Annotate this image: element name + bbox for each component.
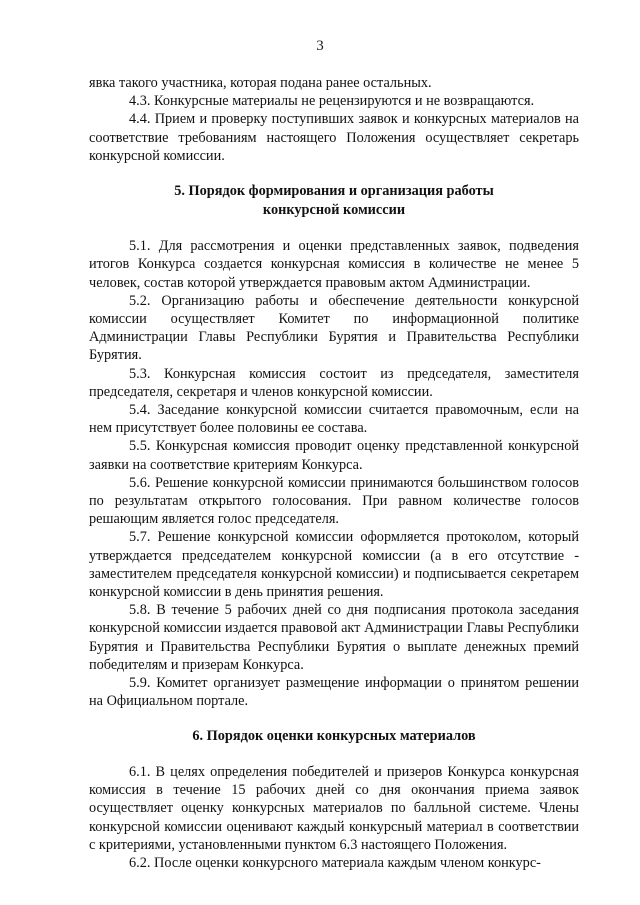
paragraph-5-6: 5.6. Решение конкурсной комиссии принимаются большинством голосов по результатам открытого голосования. При равном количестве голосов решающим является голос председателя. xyxy=(89,474,579,528)
paragraph-6-1: 6.1. В целях определения победителей и призеров Конкурса конкурсная комиссия в течение 15 рабочих дней со дня окончания приема заявок осуществляет оценку конкурсных материалов по балльной системе. Члены конкурсной комиссии оценивают каждый конкурсный материал в соответствии с критериями, установленными пунктом 6.3 настоящего Положения. xyxy=(89,764,579,853)
paragraph-5-2: 5.2. Организацию работы и обеспечение деятельности конкурсной комиссии осуществляет Комитет по информационной политике Администрации Главы Республики Бурятия и Правительства Республики Бурятия. xyxy=(89,292,579,364)
paragraph-5-9: 5.9. Комитет организует размещение информации о принятом решении на Официальном портале. xyxy=(89,675,579,710)
section-5-title-line1: 5. Порядок формирования и организация работы xyxy=(174,183,494,200)
page-number: 3 xyxy=(316,38,324,54)
paragraph-6-2: 6.2. После оценки конкурсного материала каждым членом конкурс- xyxy=(129,855,541,872)
paragraph-5-7: 5.7. Решение конкурсной комиссии оформляется протоколом, который утверждается председателем конкурсной комиссии (а в его отсутствие - заместителем председателя конкурсной комиссии) и подписывается секретарем конкурсной комиссии в день принятия решения. xyxy=(89,529,579,601)
spacer xyxy=(89,746,579,763)
paragraph-5-4: 5.4. Заседание конкурсной комиссии считается правомочным, если на нем присутствует более половины ее состава. xyxy=(89,402,579,437)
document-body xyxy=(89,74,579,872)
paragraph-4-3: 4.3. Конкурсные материалы не рецензируются и не возвращаются. xyxy=(129,93,535,110)
paragraph-4-4: 4.4. Прием и проверку поступивших заявок и конкурсных материалов на соответствие требованиям настоящего Положения осуществляет секретарь конкурсной комиссии. xyxy=(89,111,579,164)
paragraph-5-5: 5.5. Конкурсная комиссия проводит оценку представленной конкурсной заявки на соответствие критериям Конкурса. xyxy=(89,438,579,473)
section-6-heading: 6. Порядок оценки конкурсных материалов xyxy=(192,728,476,745)
spacer xyxy=(89,219,579,237)
spacer xyxy=(89,165,579,182)
section-5-heading xyxy=(89,182,579,219)
paragraph-continuation: явка такого участника, которая подана ранее остальных. xyxy=(89,75,432,91)
paragraph-5-1: 5.1. Для рассмотрения и оценки представленных заявок, подведения итогов Конкурса создается конкурсная комиссия в количестве не менее 5 человек, состав которой утверждается правовым актом Администрации. xyxy=(89,238,579,291)
paragraph-5-3: 5.3. Конкурсная комиссия состоит из председателя, заместителя председателя, секретаря и членов конкурсной комиссии. xyxy=(89,365,579,400)
paragraph-5-8: 5.8. В течение 5 рабочих дней со дня подписания протокола заседания конкурсной комиссии издается правовой акт Администрации Главы Республики Бурятия и Правительства Республики Бурятия о выплате денежных премий победителям и призерам Конкурса. xyxy=(89,602,579,673)
section-5-title-line2: конкурсной комиссии xyxy=(262,201,406,218)
spacer xyxy=(89,710,579,727)
